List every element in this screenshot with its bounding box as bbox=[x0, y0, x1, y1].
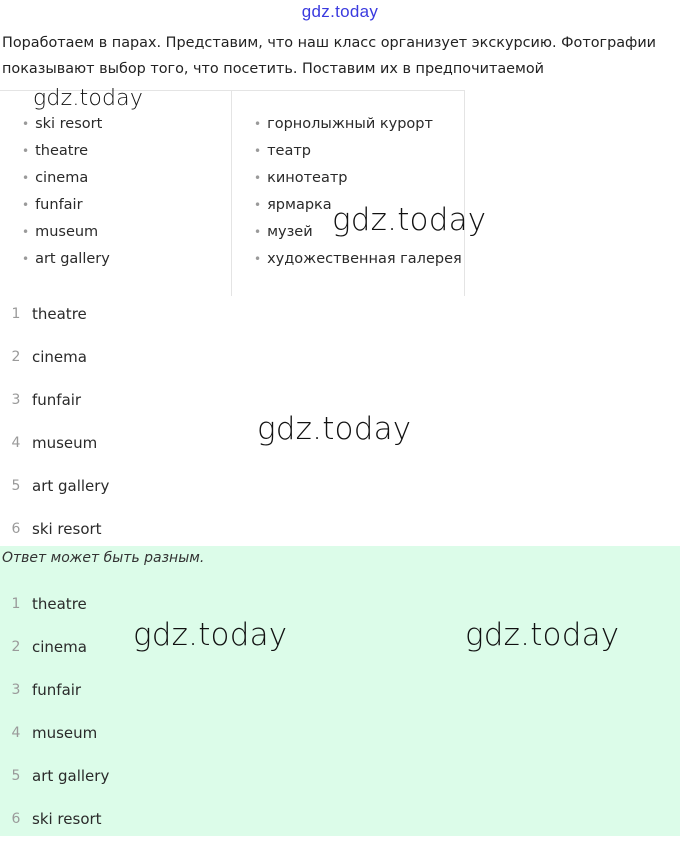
vocab-item-ru bbox=[254, 138, 464, 165]
vocab-word-ru: горнолыжный курорт bbox=[267, 116, 433, 132]
vocab-word-en: funfair bbox=[35, 197, 83, 213]
list-item-number: 4 bbox=[11, 725, 21, 741]
vocab-item-ru bbox=[254, 165, 464, 192]
bullet-icon: • bbox=[254, 171, 262, 185]
list-item-text: ski resort bbox=[32, 810, 102, 828]
answer-block bbox=[0, 546, 680, 836]
vocab-item-en bbox=[22, 111, 231, 138]
vocab-word-ru: кинотеатр bbox=[267, 170, 348, 186]
list-item-number: 1 bbox=[11, 596, 21, 612]
list-item-number: 3 bbox=[11, 392, 21, 408]
list-item-text: theatre bbox=[32, 595, 87, 613]
vocab-item-en bbox=[22, 165, 231, 192]
list-item-text: cinema bbox=[32, 638, 87, 656]
list-item bbox=[0, 798, 680, 841]
bullet-icon: • bbox=[254, 144, 262, 158]
list-item-number: 4 bbox=[11, 435, 21, 451]
list-item-text: ski resort bbox=[32, 520, 102, 538]
vocab-word-ru: художественная галерея bbox=[267, 251, 462, 267]
list-item bbox=[0, 293, 680, 336]
vocab-word-ru: ярмарка bbox=[267, 197, 332, 213]
list-item-text: art gallery bbox=[32, 477, 110, 495]
list-item bbox=[0, 465, 680, 508]
vocab-item-en bbox=[22, 246, 231, 273]
list-item-text: art gallery bbox=[32, 767, 110, 785]
watermark: gdz.today bbox=[133, 617, 288, 653]
list-item-number: 2 bbox=[11, 349, 21, 365]
vocab-item-ru bbox=[254, 246, 464, 273]
list-item-text: funfair bbox=[32, 681, 82, 699]
list-item-text: museum bbox=[32, 434, 98, 452]
watermark: gdz.today bbox=[332, 202, 487, 238]
list-item bbox=[0, 508, 680, 551]
list-item-number: 2 bbox=[11, 639, 21, 655]
vocab-word-en: cinema bbox=[35, 170, 89, 186]
site-logo[interactable]: gdz.today bbox=[301, 2, 379, 21]
list-item-text: theatre bbox=[32, 305, 87, 323]
vocabulary-table bbox=[0, 90, 465, 296]
bullet-icon: • bbox=[254, 225, 262, 239]
bullet-icon: • bbox=[254, 117, 262, 131]
list-item-number: 5 bbox=[11, 768, 21, 784]
vocab-item-en bbox=[22, 219, 231, 246]
list-item bbox=[0, 712, 680, 755]
bullet-icon: • bbox=[22, 117, 30, 131]
vocab-word-en: art gallery bbox=[35, 251, 110, 267]
list-item-text: museum bbox=[32, 724, 98, 742]
bullet-icon: • bbox=[254, 252, 262, 266]
vocabulary-english-column bbox=[0, 91, 232, 296]
vocab-item-en bbox=[22, 138, 231, 165]
list-item-number: 6 bbox=[11, 811, 21, 827]
vocab-word-en: ski resort bbox=[35, 116, 103, 132]
list-item bbox=[0, 755, 680, 798]
vocab-word-en: theatre bbox=[35, 143, 89, 159]
list-item bbox=[0, 336, 680, 379]
watermark: gdz.today bbox=[33, 86, 144, 111]
bullet-icon: • bbox=[22, 171, 30, 185]
bullet-icon: • bbox=[22, 144, 30, 158]
list-item-number: 5 bbox=[11, 478, 21, 494]
bullet-icon: • bbox=[254, 198, 262, 212]
list-item-text: cinema bbox=[32, 348, 87, 366]
vocab-word-ru: театр bbox=[267, 143, 311, 159]
list-item-text: funfair bbox=[32, 391, 82, 409]
answer-note: Ответ может быть разным. bbox=[2, 550, 205, 566]
bullet-icon: • bbox=[22, 198, 30, 212]
vocab-word-ru: музей bbox=[267, 224, 313, 240]
list-item-number: 6 bbox=[11, 521, 21, 537]
vocabulary-russian-column bbox=[232, 91, 464, 296]
bullet-icon: • bbox=[22, 225, 30, 239]
vocab-item-en bbox=[22, 192, 231, 219]
list-item-number: 3 bbox=[11, 682, 21, 698]
list-item bbox=[0, 669, 680, 712]
list-item-number: 1 bbox=[11, 306, 21, 322]
task-text: Поработаем в парах. Представим, что наш класс организует экскурсию. Фотографии показывают выбор того, что посетить. Поставим их в предпочитаемой bbox=[2, 35, 657, 77]
watermark: gdz.today bbox=[465, 617, 620, 653]
vocab-item-ru bbox=[254, 111, 464, 138]
vocab-word-en: museum bbox=[35, 224, 99, 240]
watermark: gdz.today bbox=[257, 411, 412, 447]
bullet-icon: • bbox=[22, 252, 30, 266]
